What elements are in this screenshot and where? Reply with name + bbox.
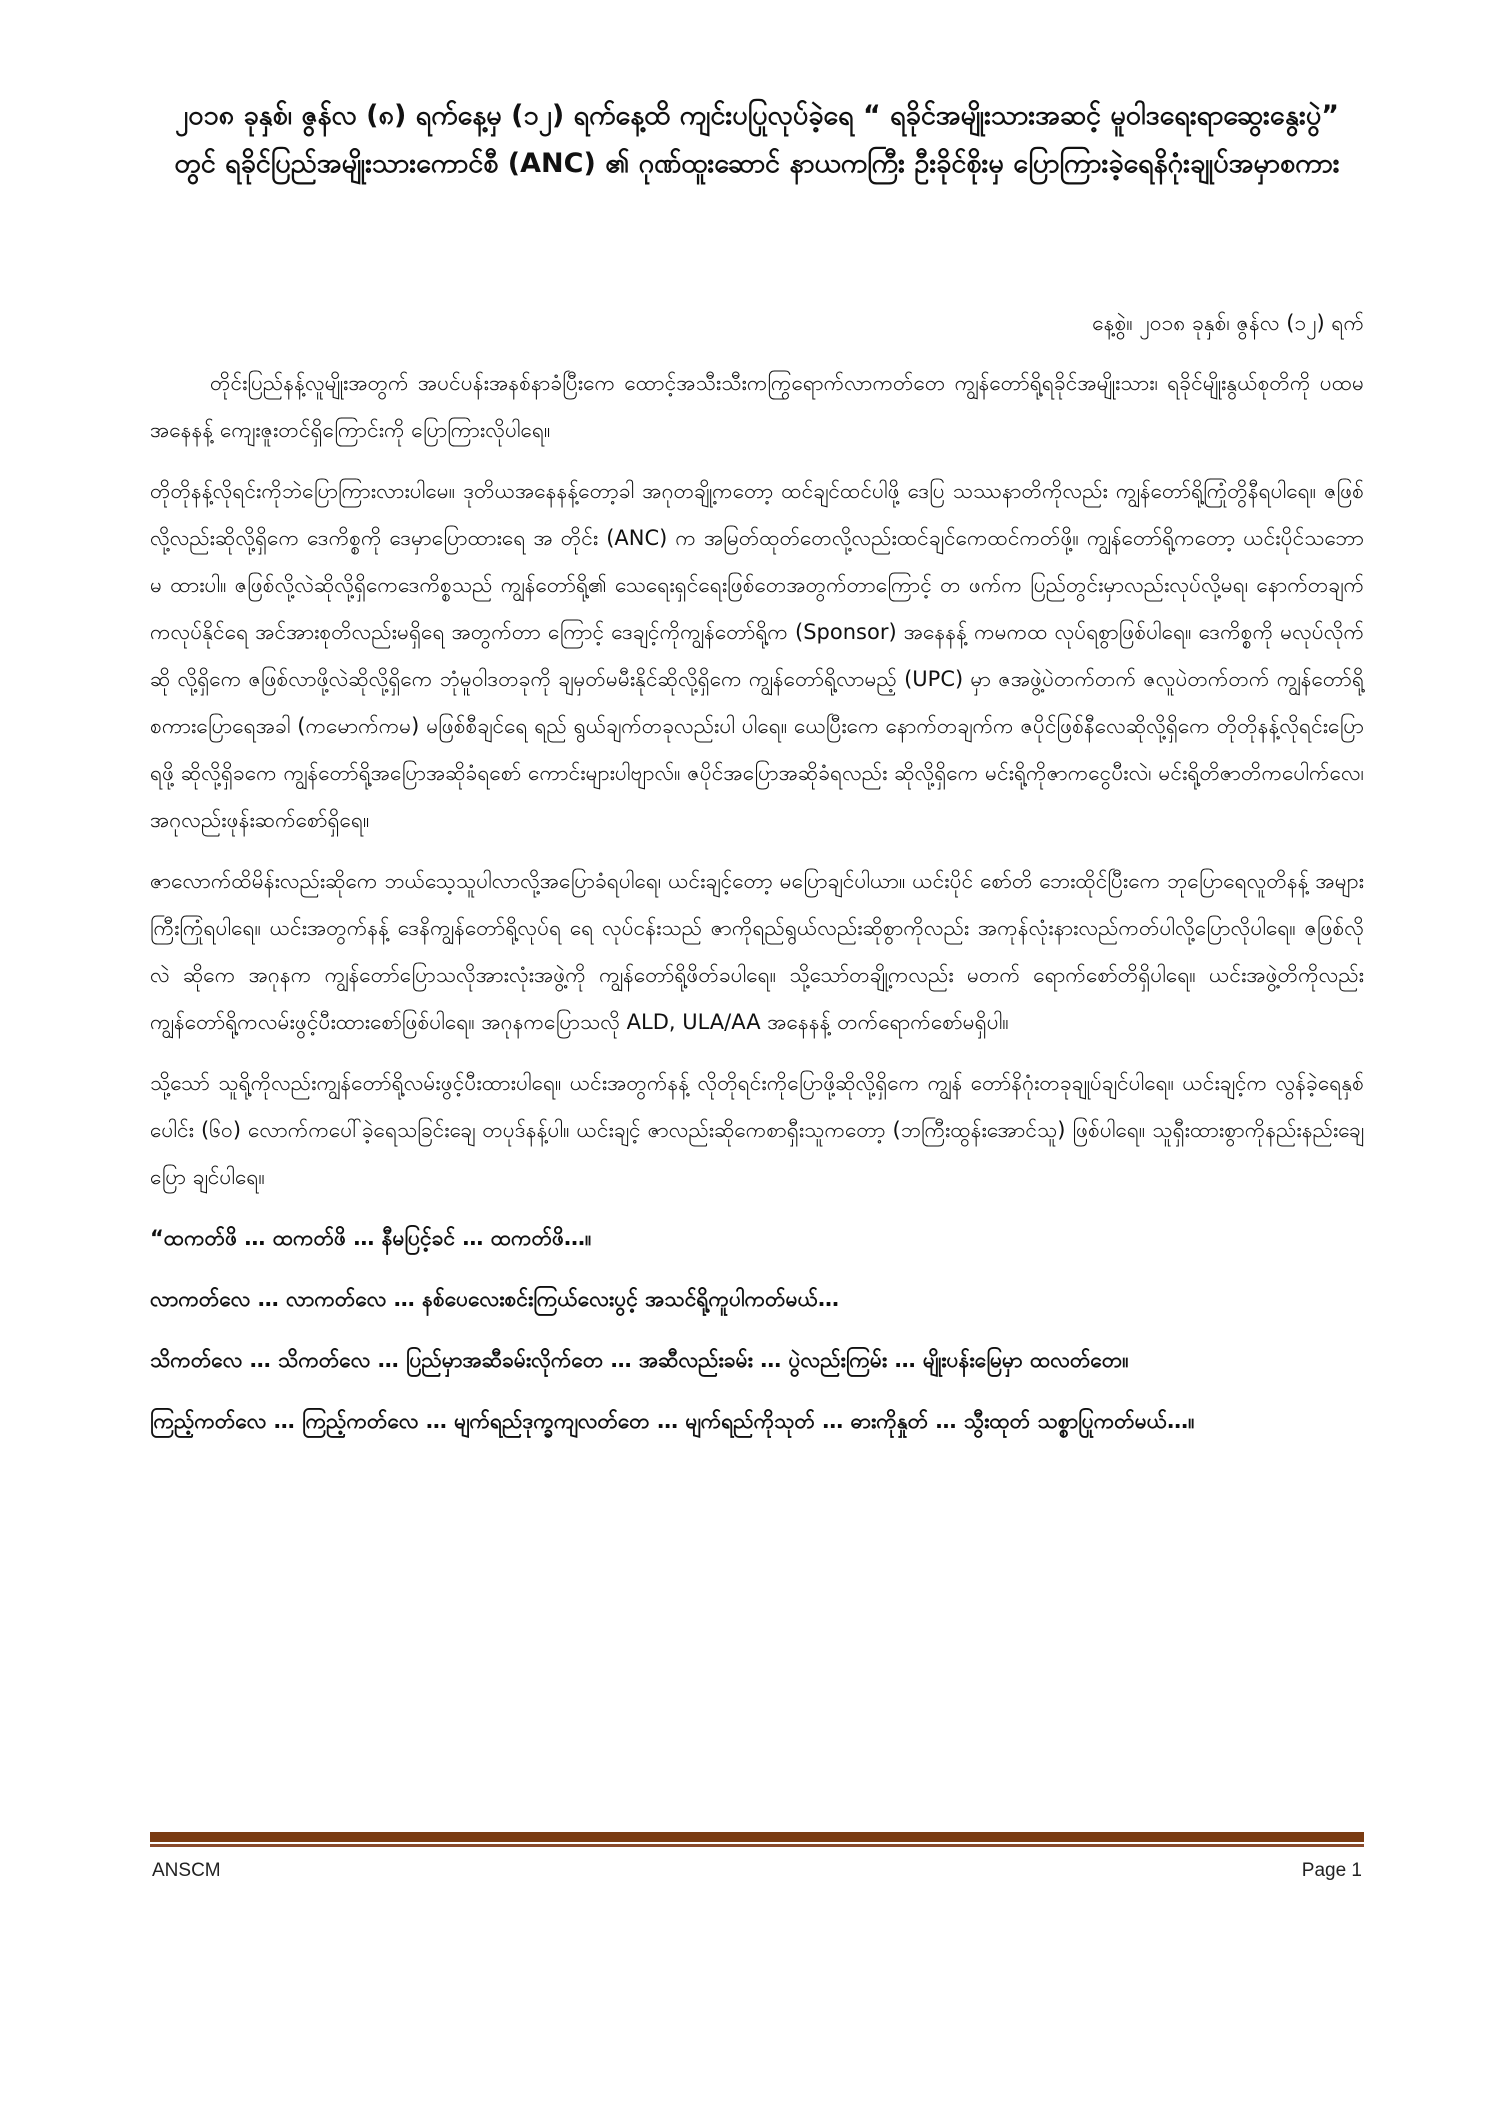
document-date: နေ့စွဲ။ ၂၀၁၈ ခုနှစ်၊ ဇွန်လ (၁၂) ရက် (1092, 311, 1364, 335)
verse-line: ကြည့်ကတ်လေ … ကြည့်ကတ်လေ … မျက်ရည်ဒုက္ခကျလတ်တေ … မျက်ရည်ကိုသုတ် … ဓားကိုနှုတ် … သွီးထုတ် သစ္စာပြုကတ်မယ်…။ (150, 1409, 1195, 1433)
document-title: ၂၀၁၈ ခုနှစ်၊ ဇွန်လ (၈) ရက်နေ့မှ (၁၂) ရက်နေ့ထိ ကျင်းပပြုလုပ်ခဲ့ရေ “ ရခိုင်အမျိုးသားအဆင့် မူဝါဒရေးရာဆွေးနွေးပွဲ” တွင် ရခိုင်ပြည်အမျိုးသားကောင်စီ (ANC) ၏ ဂုဏ်ထူးဆောင် နာယကကြီး ဦးခိုင်စိုးမှ ပြောကြားခဲ့ရေနိဂုံးချုပ်အမှာစကား (174, 100, 1340, 179)
footer-org: ANSCM (152, 1860, 221, 1881)
footer-divider (150, 1832, 1364, 1844)
document-body (150, 360, 1364, 1459)
paragraph: တိုင်းပြည်နန့်လူမျိုးအတွက် အပင်ပန်းအနစ်နာခံပြီးကေ ထောင့်အသီးသီးကကြွရောက်လာကတ်တေ ကျွန်တော်ရို့ရခိုင်အမျိုးသား၊ ရခိုင်မျိုးနွယ်စုတိကို ပထမအနေနန့် ကျေးဇူးတင်ရှိကြောင်းကို ပြောကြားလိုပါရေ။ (150, 371, 1364, 442)
paragraph: တိုတိုနန့်လိုရင်းကိုဘဲပြောကြားလားပါမေ။ ဒုတိယအနေနန့်တော့ခါ အဂုတချို့ကတော့ ထင်ချင်ထင်ပါဖို့ ဒေပြ သဿနာတိကိုလည်း ကျွန်တော်ရို့ကြုံတွိနီရပါရေ။ ဇဖြစ်လို့လည်းဆိုလို့ရှိကေ ဒေကိစ္စကို ဒေမှာပြောထားရေ အ တိုင်း (ANC) က အမြတ်ထုတ်တေလို့လည်းထင်ချင်ကေထင်ကတ်ဖို့။ ကျွန်တော်ရို့ကတော့ ယင်းပိုင်သဘော မ ထားပါ။ ဇဖြစ်လို့လဲဆိုလို့ရှိကေဒေကိစ္စသည် ကျွန်တော်ရို့၏ သေရေးရှင်ရေးဖြစ်တေအတွက်တာကြောင့် တ ဖက်က ပြည်တွင်းမှာလည်းလုပ်လို့မရ၊ နောက်တချက်ကလုပ်နိုင်ရေ အင်အားစုတိလည်းမရှိရေ အတွက်တာ ကြောင့် ဒေချင့်ကိုကျွန်တော်ရို့က (Sponsor) အနေနန့် ကမကထ လုပ်ရစွာဖြစ်ပါရေ။ ဒေကိစ္စကို မလုပ်လိုက်ဆို လို့ရှိကေ ဇဖြစ်လာဖို့လဲဆိုလို့ရှိကေ ဘုံမူဝါဒတခုကို ချမှတ်မမီးနိုင်ဆိုလို့ရှိကေ ကျွန်တော်ရို့လာမည့် (UPC) မှာ ဇအဖွဲ့ပဲတက်တက် ဇလူပဲတက်တက် ကျွန်တော်ရို့စကားပြောရေအခါ (ကမောက်ကမ) မဖြစ်စီချင်ရေ ရည် ရွယ်ချက်တခုလည်းပါ ပါရေ။ ယေပြီးကေ နောက်တချက်က ဇပိုင်ဖြစ်နီလေဆိုလို့ရှိကေ တိုတိုနန့်လိုရင်းပြောရဖို့ ဆိုလို့ရှိခကေ ကျွန်တော်ရို့အပြောအဆိုခံရစော် ကောင်းများပါဗျာလ်။ ဇပိုင်အပြောအဆိုခံရလည်း ဆိုလို့ရှိကေ မင်းရို့ကိုဇာကငွေပီးလဲ၊ မင်းရို့တိဇာတိကပေါက်လေ၊ အဂုလည်းဖုန်းဆက်စော်ရှိရေ။ (150, 479, 1364, 832)
verse-line: “ထကတ်ဖိ … ထကတ်ဖိ … နီမပြင့်ခင် … ထကတ်ဖိ…။ (150, 1226, 592, 1250)
paragraph: သို့သော် သူရို့ကိုလည်းကျွန်တော်ရို့လမ်းဖွင့်ပီးထားပါရေ။ ယင်းအတွက်နန့် လိုတိုရင်းကိုပြောဖို့ဆိုလို့ရှိကေ ကျွန် တော်နိဂုံးတခုချုပ်ချင်ပါရေ။ ယင်းချင့်က လွန်ခဲ့ရေနှစ်ပေါင်း (၆၀) လောက်ကပေါ်ခဲ့ရေသခြင်းချေ တပုဒ်နန့်ပါ။ ယင်းချင့် ဇာလည်းဆိုကေစာရှီးသူကတော့ (ဘကြီးထွန်းအောင်သူ) ဖြစ်ပါရေ။ သူရှီးထားစွာကိုနည်းနည်းချေ ပြော ချင်ပါရေ။ (150, 1071, 1364, 1189)
page-number: Page 1 (1301, 1860, 1362, 1881)
verse-line: သိကတ်လေ … သိကတ်လေ … ပြည်မှာအဆီခမ်းလိုက်တေ … အဆီလည်းခမ်း … ပွဲလည်းကြမ်း … မျိုးပန်းမြေမှာ ထလတ်တေ။ (150, 1348, 1129, 1372)
paragraph: ဇာလောက်ထိမိန်းလည်းဆိုကေ ဘယ်သေ့သူပါလာလို့အပြောခံရပါရေ၊ ယင်းချင့်တော့ မပြောချင်ပါယာ။ ယင်းပိုင် စော်တိ ဘေးထိုင်ပြီးကေ ဘုပြောရေလူတိနန့် အများကြီးကြုံရပါရေ။ ယင်းအတွက်နန့် ဒေနိကျွန်တော်ရို့လုပ်ရ ရေ လုပ်ငန်းသည် ဇာကိုရည်ရွယ်လည်းဆိုစွာကိုလည်း အကုန်လုံးနားလည်ကတ်ပါလို့ပြောလိုပါရေ။ ဇဖြစ်လိုလဲ ဆိုကေ အဂုနက ကျွန်တော်ပြောသလိုအားလုံးအဖွဲ့ကို ကျွန်တော်ရို့ဖိတ်ခပါရေ။ သို့သော်တချို့ကလည်း မတက် ရောက်စော်တိရှိပါရေ။ ယင်းအဖွဲ့တိကိုလည်း ကျွန်တော်ရို့ကလမ်းဖွင့်ပီးထားစော်ဖြစ်ပါရေ။ အဂုနကပြောသလို ALD, ULA/AA အနေနန့် တက်ရောက်စော်မရှိပါ။ (150, 869, 1364, 1034)
verse-line: လာကတ်လေ … လာကတ်လေ … နစ်ပေလေးစင်းကြယ်လေးပွင့် အသင်ရို့ကူပါကတ်မယ်… (150, 1287, 839, 1311)
